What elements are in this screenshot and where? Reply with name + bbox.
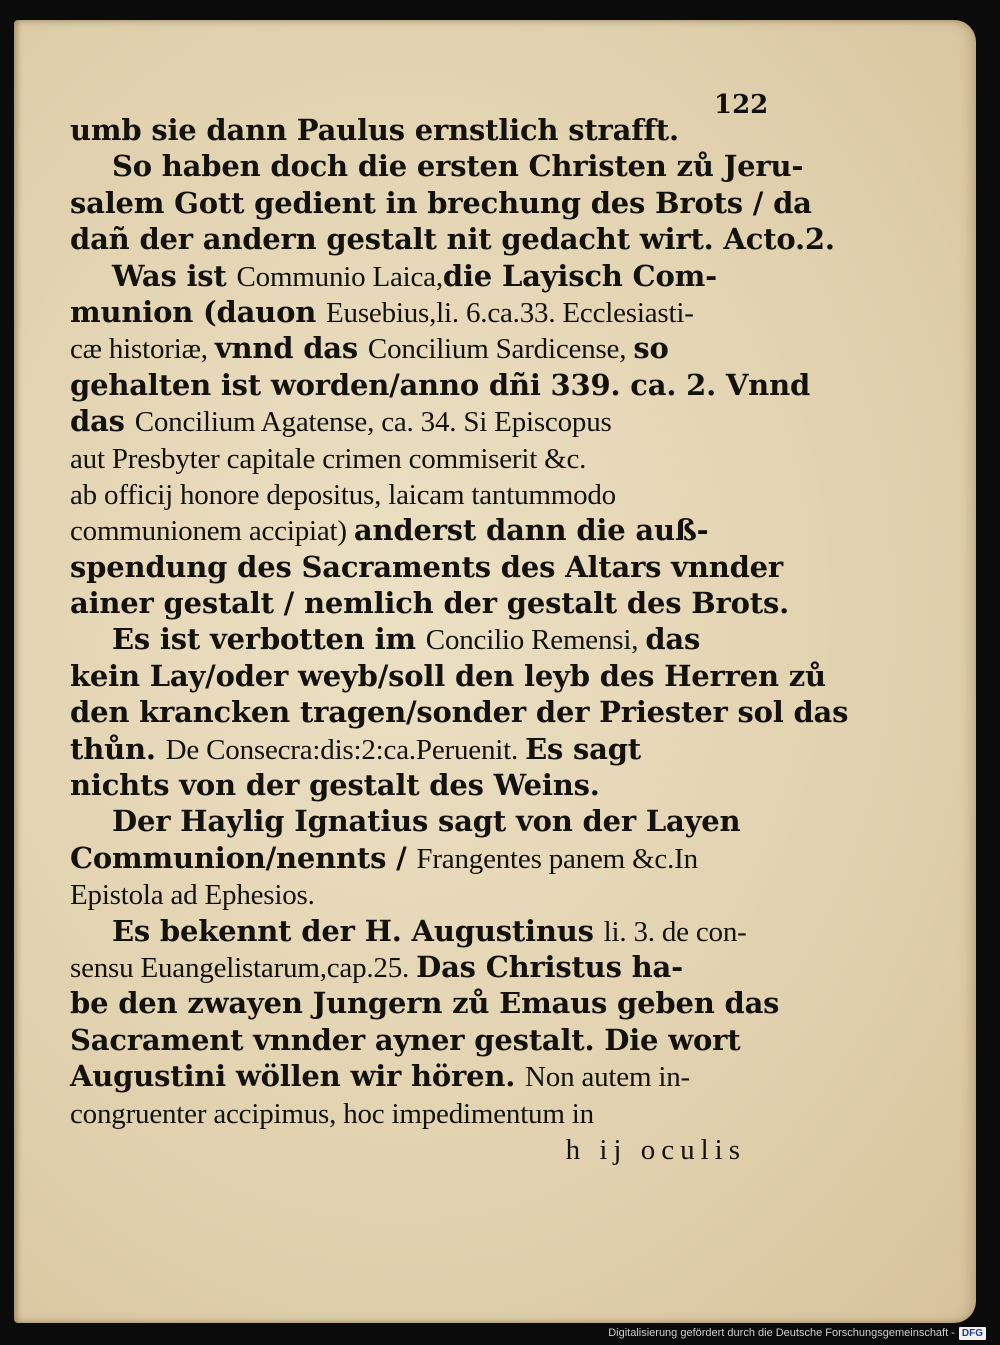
german-text: die Layisch Com-	[442, 258, 717, 293]
latin-text: Concilium Agatense, ca. 34. Si Episcopus	[134, 406, 612, 439]
text-line	[70, 403, 760, 439]
text-line	[70, 258, 760, 294]
latin-text: Frangentes panem &c.In	[416, 842, 698, 875]
german-text: gehalten ist worden/anno dñi 339. ca. 2. Vnnd	[70, 367, 811, 402]
signature-mark	[70, 1131, 760, 1167]
german-text: munion (dauon	[70, 294, 326, 329]
latin-text: Epistola ad Ephesios.	[70, 879, 315, 912]
latin-text: Communio Laica,	[236, 260, 443, 293]
german-text: nichts von der gestalt des Weins.	[70, 768, 600, 803]
latin-text: communionem accipiat)	[70, 515, 354, 548]
text-line	[70, 1095, 760, 1131]
text-line	[70, 1022, 760, 1058]
german-text: be den zwayen Jungern zů Emaus geben das	[70, 986, 780, 1021]
german-text: thůn.	[70, 731, 166, 766]
german-text: kein Lay/oder weyb/soll den leyb des Herren zů	[70, 658, 826, 693]
german-text: Sacrament vnnder ayner gestalt. Die wort	[70, 1022, 741, 1057]
text-line	[70, 294, 760, 330]
text-line	[70, 658, 826, 694]
german-text: Der Haylig Ignatius sagt von der Layen	[112, 804, 741, 839]
german-text: den krancken tragen/sonder der Priester sol das	[70, 695, 849, 730]
latin-text: Non autem in-	[525, 1061, 690, 1094]
german-text: Das Christus ha-	[416, 949, 683, 984]
text-line	[70, 476, 760, 512]
latin-text: li. 3. de con-	[603, 915, 747, 948]
text-line	[70, 913, 760, 949]
german-text: Es bekennt der H. Augustinus	[112, 913, 604, 948]
latin-text: Concilium Sardicense,	[367, 333, 634, 366]
page-text	[70, 112, 849, 1167]
text-line	[70, 621, 760, 657]
german-text: vnnd das	[214, 331, 368, 366]
german-text: umb sie dann Paulus ernstlich strafft.	[70, 113, 679, 147]
latin-text: Eusebius,li. 6.ca.33. Ecclesiasti-	[326, 296, 694, 329]
text-line	[70, 221, 835, 257]
book-page	[14, 20, 976, 1323]
text-line	[70, 767, 760, 803]
text-line	[70, 185, 812, 221]
footer	[608, 1325, 986, 1341]
text-line	[70, 731, 760, 767]
text-line	[70, 440, 760, 476]
footer-credit: Digitalisierung gefördert durch die Deutsche Forschungsgemeinschaft -	[608, 1327, 955, 1339]
german-text: Es ist verbotten im	[112, 622, 426, 657]
german-text: ainer gestalt / nemlich der gestalt des Brots.	[70, 586, 790, 621]
text-line	[70, 840, 760, 876]
german-text: spendung des Sacraments des Altars vnnder	[70, 549, 783, 584]
german-text: das	[645, 622, 701, 657]
german-text: Es sagt	[525, 731, 641, 766]
text-line	[70, 803, 760, 839]
latin-text: Concilio Remensi,	[425, 624, 646, 657]
latin-text: sensu Euangelistarum,cap.25.	[70, 951, 417, 984]
text-line	[70, 112, 760, 148]
german-text: Was ist	[112, 258, 237, 293]
text-line	[70, 985, 780, 1021]
german-text: salem Gott gedient in brechung des Brots / da	[70, 185, 812, 220]
text-line	[70, 367, 811, 403]
latin-text: cæ historiæ,	[70, 333, 215, 366]
page-number: 122	[714, 90, 769, 120]
text-line	[70, 330, 760, 366]
text-line	[70, 949, 760, 985]
german-text: anderst dann die auß-	[353, 513, 709, 548]
latin-text: De Consecra:dis:2:ca.Peruenit.	[165, 733, 526, 766]
text-line	[70, 148, 804, 184]
text-line	[70, 549, 783, 585]
text-line	[70, 694, 849, 730]
text-line	[70, 1058, 760, 1094]
text-line	[70, 512, 760, 548]
german-text: So haben doch die ersten Christen zů Jeru-	[112, 149, 804, 184]
latin-text: h ij oculis	[565, 1133, 746, 1166]
latin-text: aut Presbyter capitale crimen commiserit &c.	[70, 442, 587, 475]
german-text: dañ der andern gestalt nit gedacht wirt. Acto.2.	[70, 222, 835, 257]
text-line	[70, 876, 760, 912]
german-text: Augustini wöllen wir hören.	[70, 1059, 526, 1094]
latin-text: congruenter accipimus, hoc impedimentum in	[70, 1097, 594, 1130]
dfg-logo: DFG	[959, 1327, 986, 1340]
text-line	[70, 585, 790, 621]
german-text: so	[633, 331, 669, 366]
german-text: Communion/nennts /	[70, 840, 417, 875]
german-text: das	[70, 404, 135, 439]
latin-text: ab officij honore depositus, laicam tantummodo	[70, 478, 616, 511]
